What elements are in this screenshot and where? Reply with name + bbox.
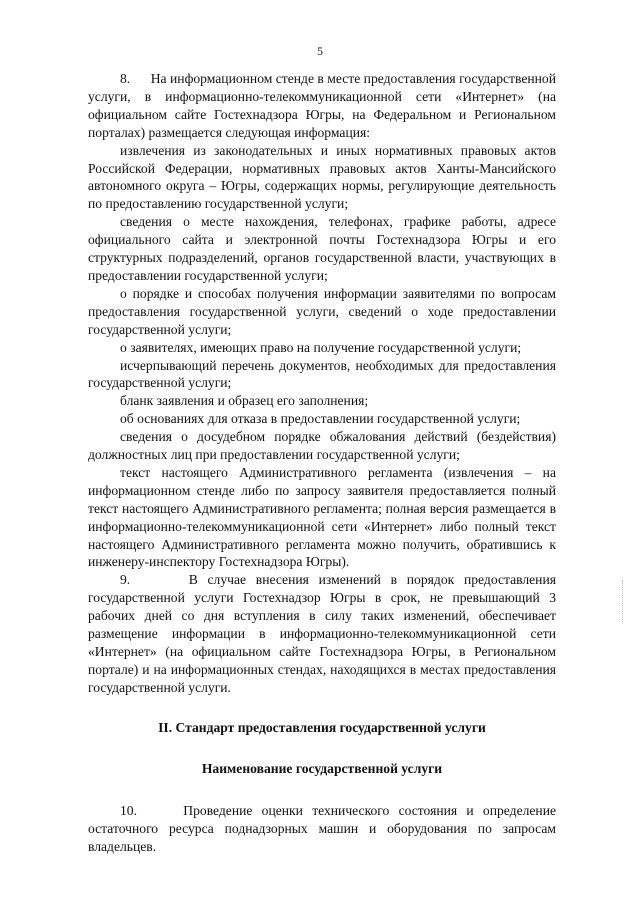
paragraph-9: 9. В случае внесения изменений в порядок предоставления государственной услуги Гостехнадзор Югры в срок, не превышающий 3 рабочих дней со дня вступления в силу таких изменений, обеспечивает размещение информации в информационно-телекоммуникационной сети «Интернет» (на официальном сайте Гостехнадзора Югры, в Региональном портале) и на информационных стендах, находящихся в местах предоставления государственной услуги. bbox=[88, 572, 556, 695]
list-item-documents: исчерпывающий перечень документов, необходимых для предоставления государственной услуги; bbox=[88, 357, 556, 391]
list-item-regulation-text: текст настоящего Административного регламента (извлечения – на информационном стенде либо по запросу заявителя предоставляется полный текст настоящего Административного регламента; полная версия размещается в информационно-телекоммуникационной сети «Интернет» либо полный текст настоящего Административного регламента можно получить, обратившись к инженеру-инспектору Гостехнадзора Югры). bbox=[88, 464, 556, 570]
list-item-applicants: о заявителях, имеющих право на получение государственной услуги; bbox=[120, 339, 522, 355]
page-number: 5 bbox=[317, 44, 323, 58]
section-heading: II. Стандарт предоставления государственной услуги bbox=[158, 719, 486, 735]
paragraph-10: 10. Проведение оценки технического состояния и определение остаточного ресурса поднадзорных машин и оборудования по запросам владельцев. bbox=[88, 802, 556, 854]
list-item-appeal: сведения о досудебном порядке обжалования действий (бездействия) должностных лиц при предоставлении государственной услуги; bbox=[88, 429, 556, 463]
paragraph-8: 8. На информационном стенде в месте предоставления государственной услуги, в информационно-телекоммуникационной сети «Интернет» (на официальном сайте Гостехнадзора Югры, на Федеральном и Региональном порталах) размещается следующая информация: bbox=[88, 71, 556, 140]
list-item-form: бланк заявления и образец его заполнения; bbox=[120, 393, 369, 409]
list-item-refusal: об основаниях для отказа в предоставлении государственной услуги; bbox=[120, 411, 521, 427]
list-item-info-procedure: о порядке и способах получения информации заявителями по вопросам предоставления государственной услуги, сведений о ходе предоставлении государственной услуги; bbox=[88, 285, 556, 337]
list-item-contacts: сведения о месте нахождения, телефонах, графике работы, адресе официального сайта и электронной почты Гостехнадзора Югры и его структурных подразделений, органов государственной власти, участвующих в предоставлении государственной услуги; bbox=[88, 214, 556, 283]
document-body bbox=[88, 70, 556, 855]
subheading: Наименование государственной услуги bbox=[201, 760, 443, 776]
list-item-extracts: извлечения из законодательных и иных нормативных правовых актов Российской Федерации, нормативных правовых актов Ханты-Мансийского автономного округа – Югры, содержащих нормы, регулирующие деятельность по предоставлению государственной услуги; bbox=[88, 142, 556, 212]
margin-mark bbox=[622, 580, 627, 624]
